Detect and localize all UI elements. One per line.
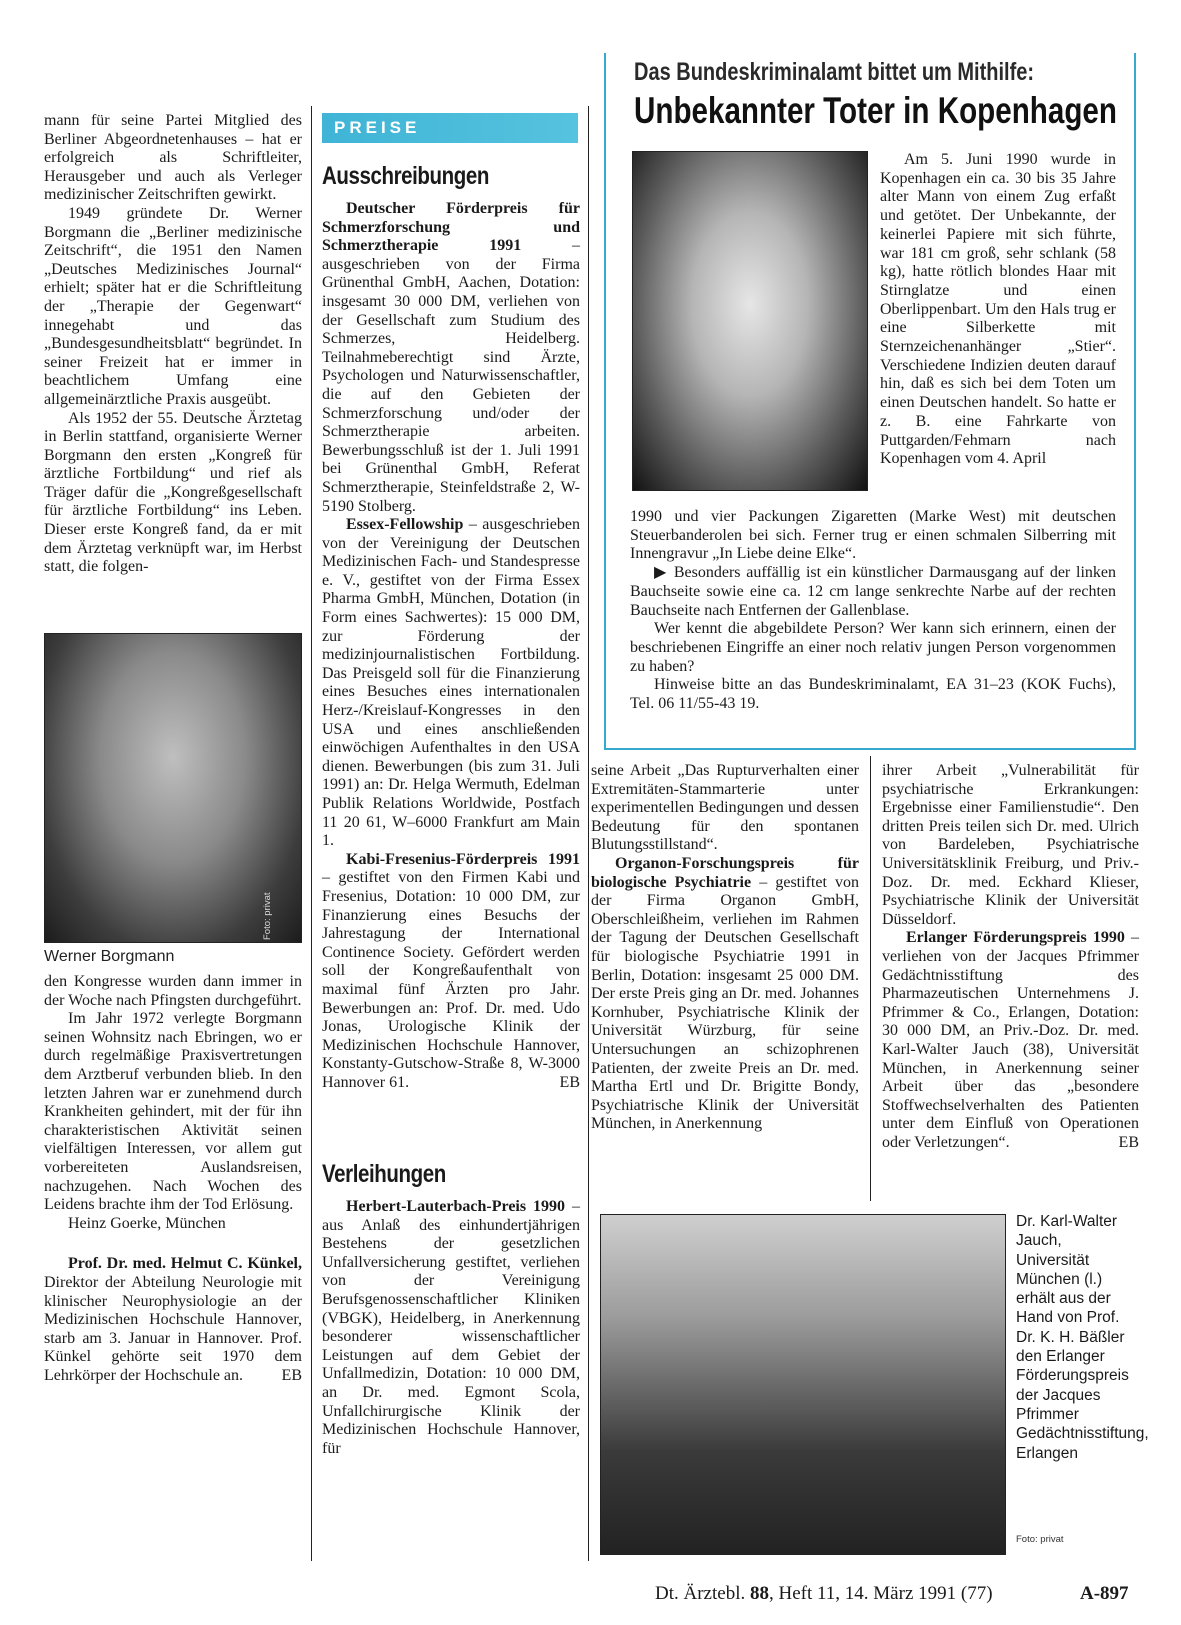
obituary-paragraph: Im Jahr 1972 verlegte Borgmann seinen Wohnsitz nach Ebringen, wo er durch regelmäßige Praxisvertretungen dem Arztberuf verbunden blieb. In den letzten Jahren war er zunehmend durch Krankheiten gehindert, mit der für ihn charakteristischen Aktivität seinen vielfältigen Interessen, vor allem gut vorbereiteten Auslandsreisen, nachzugehen. Nach Wochen des Leidens brachte ihm der Tod Erlösung. <box>44 1010 302 1214</box>
erlanger-text: – verliehen von der Jacques Pfrimmer Gedächtnisstiftung des Pharmazeutischen Unternehmens J. Pfrimmer & Co., Erlangen, Dotation: 30 000 DM, an Priv.-Doz. Dr. med. Karl-Walter Jauch (38), Universität München, in Anerkennung seiner Arbeit über das „besondere Stoffwechselverhalten des Patienten unter dem Einfluß von Operationen oder Verletzungen“. <box>882 929 1140 1151</box>
kunkel-text: Direktor der Abteilung Neurologie mit klinischer Neurophysiologie an der Medizinischen Hochschule Hannover, starb am 3. Januar in Hannover. Prof. Künkel gehörte seit 1970 dem Lehrkörper der Hochschule an. <box>44 1273 302 1384</box>
award-ceremony-photo <box>600 1214 1006 1555</box>
bka-paragraph: Hinweise bitte an das Bundeskriminalamt, EA 31–23 (KOK Fuchs), Tel. 06 11/55-43 19. <box>630 676 1116 713</box>
column-divider <box>870 756 871 1201</box>
obituary-paragraph: mann für seine Partei Mitglied des Berliner Abgeordnetenhauses – hat er erfolgreich als Schriftleiter, Herausgeber und auch als Verleger medizinischer Zeitschriften gewirkt. <box>44 112 302 204</box>
obituary-continued <box>44 973 302 1385</box>
bka-paragraph: Am 5. Juni 1990 wurde in Kopenhagen ein ca. 30 bis 35 Jahre alter Mann von einem Zug erfaßt und getötet. Der Unbekannte, der keinerlei Papiere mit sich führte, war 181 cm groß, sehr schlank (58 kg), hatte rötlich blondes Haar mit Stirnglatze und einen Oberlippenbart. Um den Hals trug er eine Silberkette mit Sternzeichenanhänger „Stier“. Verschiedene Indizien deuten darauf hin, daß es sich bei dem Toten um einen Deutschen handelt. So hatte er z. B. eine Fahrkarte von Puttgarden/Fehmarn nach Kopenhagen vom 4. April <box>880 151 1116 468</box>
kabi-signature: EB <box>559 1073 580 1091</box>
bka-text-full <box>630 508 1116 714</box>
column-divider <box>311 106 312 1561</box>
schmerz-title: Deutscher Förderpreis für Schmerzforschung und Schmerztherapie 1991 <box>322 200 580 255</box>
unknown-deceased-photo <box>632 151 868 491</box>
organon-title: Organon-Forschungspreis für biologische Psychiatrie <box>591 854 859 891</box>
triangle-bullet-icon: ▶ <box>654 564 669 582</box>
page-number: A-897 <box>1080 1583 1129 1604</box>
obituary-paragraph: den Kongresse wurden dann immer in der Woche nach Pfingsten durchgeführt. <box>44 973 302 1009</box>
bka-paragraph: Besonders auffällig ist ein künstlicher Darmausgang auf der linken Bauchseite sowie eine ca. 12 cm lange senkrechte Narbe auf der rechten Bauchseite nach Entfernen der Gallenblase. <box>630 564 1116 619</box>
kunkel-name: Prof. Dr. med. Helmut C. Künkel, <box>68 1255 302 1273</box>
photo-caption: Werner Borgmann <box>44 948 175 965</box>
page-footer <box>655 1583 993 1605</box>
essex-title: Essex-Fellowship <box>346 516 464 534</box>
preise-section-bar <box>322 113 578 143</box>
obituary-paragraph: 1949 gründete Dr. Werner Borgmann die „Berliner medizinische Zeitschrift“, die 1951 den Namen „Deutsches Medizinisches Journal“ erhielt; später hat er die Schriftleitung der „Therapie der Gegenwart“ innegehabt und das „Bundesgesundheitsblatt“ begründet. In seiner Freizeit hat er immer in beachtlichem Umfang eine allgemeinärztliche Praxis ausgeübt. <box>44 204 302 408</box>
schmerz-text: – ausgeschrieben von der Firma Grünenthal GmbH, Aachen, Dotation: insgesamt 30 000 DM, verliehen von der Gesellschaft zum Studium des Schmerzes, Heidelberg. Teilnahmeberechtigt sind Ärzte, Psychologen und Naturwissenschaftler, die auf den Gebieten der Schmerzforschung und/oder der Schmerztherapie arbeiten. Bewerbungsschluß ist der 1. Juli 1991 bei Grünenthal GmbH, Referat Schmerztherapie, Steinfeldstraße 2, W-5190 Stolberg. <box>322 237 580 515</box>
erlanger-title: Erlanger Förderungspreis 1990 <box>906 929 1125 947</box>
erlanger-signature: EB <box>1118 1133 1139 1151</box>
bka-text-right <box>880 151 1116 469</box>
award-photo-caption: Dr. Karl-Walter Jauch, Universität München (l.) erhält aus der Hand von Prof. Dr. K. H. Bäßler den Erlanger Förderungspreis der Jacques Pfrimmer Gedächtnisstiftung, Erlangen <box>1016 1213 1149 1462</box>
lauterbach-title: Herbert-Lauterbach-Preis 1990 <box>346 1198 566 1215</box>
heading-ausschreibungen: Ausschreibungen <box>322 162 489 190</box>
kabi-title: Kabi-Fresenius-Förderpreis 1991 <box>346 850 580 868</box>
obituary-signature: Heinz Goerke, München <box>68 1214 226 1232</box>
preise-column <box>322 200 580 1093</box>
heading-verleihungen: Verleihungen <box>322 1160 446 1188</box>
obituary-column <box>44 112 302 577</box>
erlanger-column <box>882 762 1139 1152</box>
bka-kicker: Das Bundeskriminalamt bittet um Mithilfe: <box>634 58 1035 86</box>
bka-headline: Unbekannter Toter in Kopenhagen <box>634 90 1117 131</box>
obituary-paragraph: Als 1952 der 55. Deutsche Ärztetag in Berlin stattfand, organisierte Werner Borgmann den ersten „Kongreß für ärztliche Fortbildung“ und rief als Träger dafür die „Kongreßgesellschaft für ärztliche Fortbildung“ ins Leben. Dieser erste Kongreß fand, da er mit dem Ärztetag verknüpft war, im Herbst statt, die folgen- <box>44 409 302 576</box>
kunkel-notice <box>44 1255 302 1385</box>
journal-name: Dt. Ärztebl. <box>655 1583 746 1604</box>
photo-credit: Foto: privat <box>262 892 273 940</box>
verleihungen-column <box>322 1198 580 1458</box>
col3-paragraph: seine Arbeit „Das Rupturverhalten einer Extremitäten-Stammarterie unter experimentellen Bedingungen und dessen Bedeutung für den spontanen Blutungsstillstand“. <box>591 762 859 854</box>
award-photo-credit: Foto: privat <box>1016 1534 1064 1545</box>
organon-text: – gestiftet von der Firma Organon GmbH, Oberschleißheim, verliehen im Rahmen der Tagung der Deutschen Gesellschaft für biologische Psychiatrie 1991 in Berlin, Dotation: insgesamt 25 000 DM. Der erste Preis ging an Dr. med. Johannes Kornhuber, Psychiatrische Klinik der Universität Würzburg, für seine Untersuchungen an schizophrenen Patienten, der zweite Preis an Dr. med. Martha Ertl und Dr. Brigitte Bondy, Psychiatrische Klinik der Universität München, in Anerkennung <box>591 873 860 1133</box>
column-divider <box>588 106 589 1561</box>
journal-volume: 88 <box>749 1583 769 1604</box>
bka-paragraph: 1990 und vier Packungen Zigaretten (Marke West) mit deutschen Steuerbanderolen bei sich. Ferner trug er einen schmalen Silberring mit Innengravur „In Liebe deine Elke“. <box>630 508 1116 563</box>
kabi-text: – gestiftet von den Firmen Kabi und Fresenius, Dotation: 10 000 DM, zur Finanzierung eines Besuchs der Jahrestagung der International Continence Society. Gefördert werden soll der Kongreßaufenthalt von maximal fünf Ärzten pro Jahr. Bewerbungen an: Prof. Dr. med. Udo Jonas, Urologische Klinik der Medizinischen Hochschule Hannover, Konstanty-Gutschow-Straße 8, W-3000 Hannover 61. <box>322 869 580 1091</box>
organon-column <box>591 762 859 1134</box>
essex-text: – ausgeschrieben von der Vereinigung der Deutschen Medizinischen Fach- und Standespresse e. V., gestiftet von der Firma Essex Pharma GmbH, München, Dotation (in Form eines Sachwertes): 15 000 DM, zur Förderung der medizinjournalistischen Fortbildung. Das Preisgeld soll für die Finanzierung eines Besuches eines internationalen Herz-/Kreislauf-Kongresses in den USA und eines anschließenden einwöchigen Aufenthaltes in den USA dienen. Bewerbungen (bis zum 31. Juli 1991) an: Dr. Helga Wermuth, Edelman Publik Relations Worldwide, Postfach 11 20 61, W–6000 Frankfurt am Main 1. <box>322 516 581 850</box>
col4-paragraph: ihrer Arbeit „Vulnerabilität für psychiatrische Erkrankungen: Ergebnisse einer Familienstudie“. Den dritten Preis teilen sich Dr. med. Ulrich von Bardeleben, Psychiatrische Universitätsklinik Freiburg, und Priv.-Doz. Dr. med. Eckhard Klieser, Psychiatrische Klinik der Universität Düsseldorf. <box>882 762 1139 928</box>
preise-label: PREISE <box>334 118 421 137</box>
lauterbach-text: – aus Anlaß des einhundertjährigen Bestehens der gesetzlichen Unfallversicherung gestiftet, verliehen von der Vereinigung Berufsgenossenschaftlicher Kliniken (VBGK), Heidelberg, in Anerkennung besonderer wissenschaftlicher Leistungen auf dem Gebiet der Unfallmedizin, Dotation: 10 000 DM, an Dr. med. Egmont Scola, Unfallchirurgische Klinik der Medizinischen Hochschule Hannover, für <box>322 1198 580 1457</box>
journal-issue: , Heft 11, 14. März 1991 (77) <box>768 1583 993 1604</box>
kunkel-signature: EB <box>281 1366 302 1384</box>
bka-paragraph: Wer kennt die abgebildete Person? Wer kann sich erinnern, einen der beschriebenen Eingriffe an einer noch relativ jungen Person vorgenommen zu haben? <box>630 620 1116 675</box>
